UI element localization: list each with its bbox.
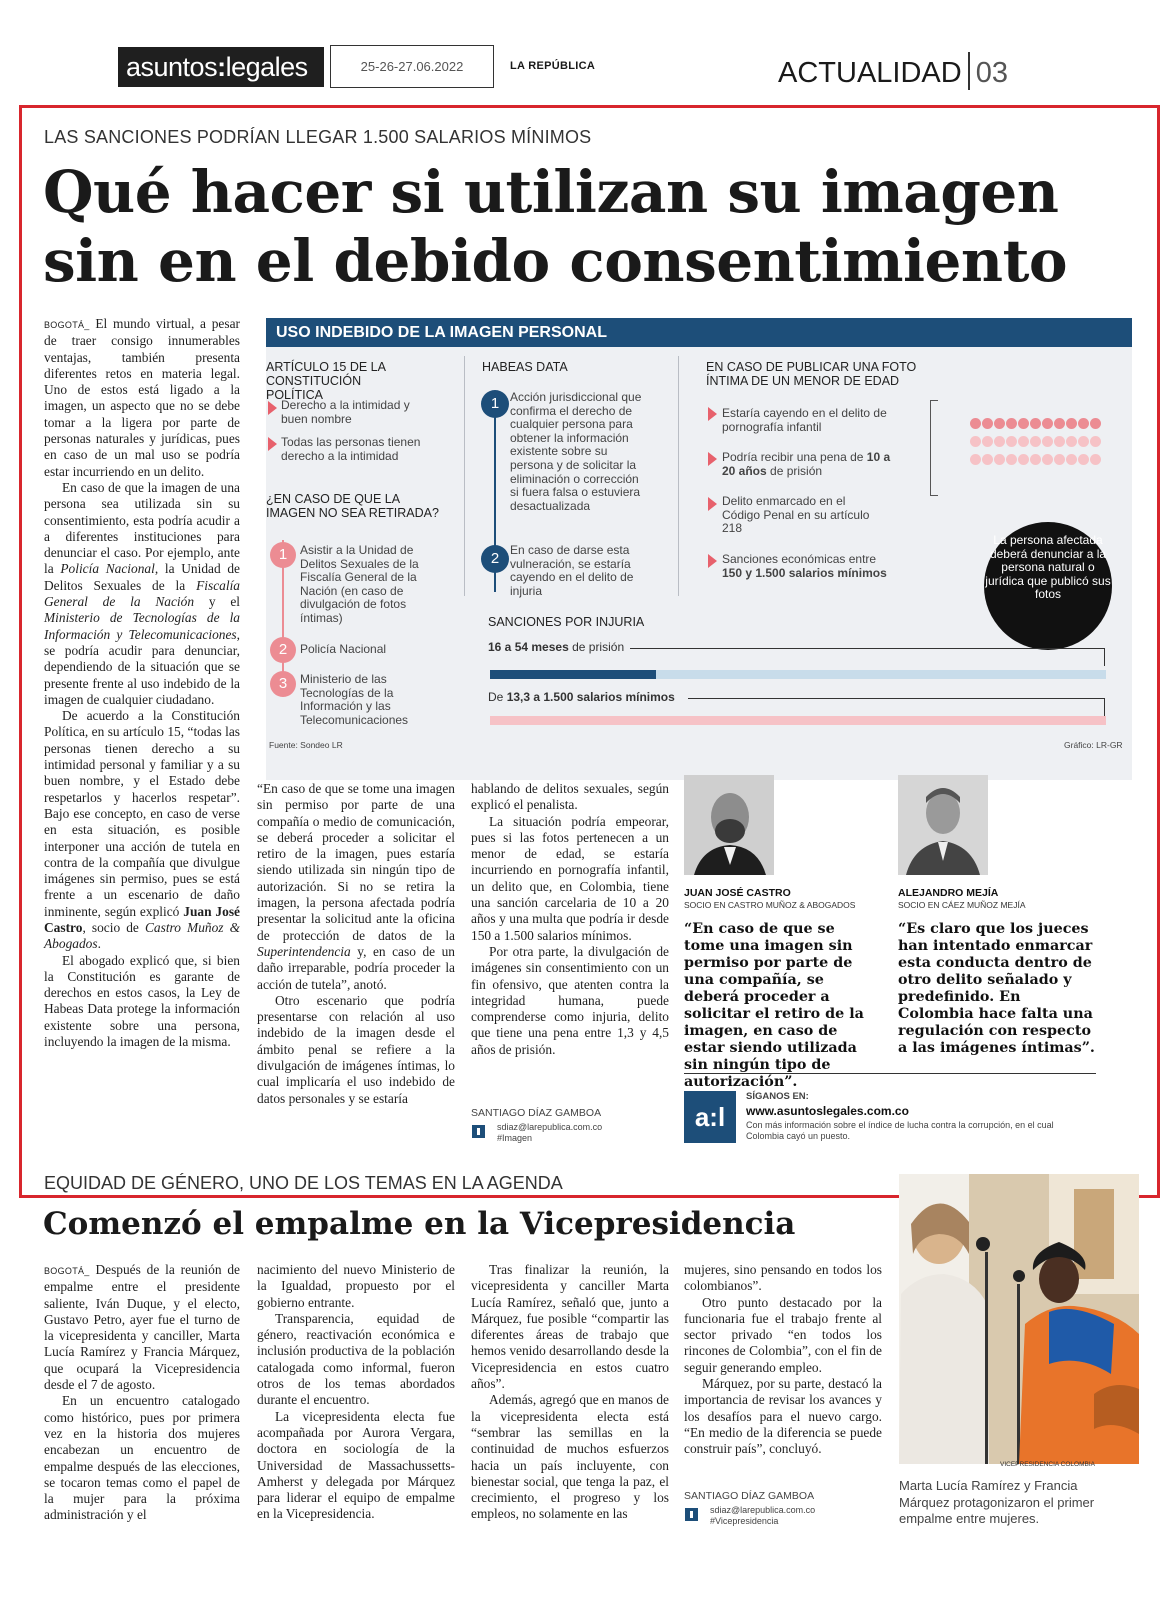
paragraph bbox=[44, 480, 240, 708]
institution-name: Policía Nacional bbox=[60, 561, 155, 577]
photo-credit: VICEPRESIDENCIA COLOMBIA bbox=[1000, 1461, 1095, 1468]
sanction-text: de prisión bbox=[568, 640, 625, 654]
paragraph-text: , socio de bbox=[82, 919, 145, 935]
paragraph-text: . bbox=[97, 936, 101, 952]
dateline: BOGOTÁ_ bbox=[44, 1266, 90, 1276]
paragraph bbox=[44, 708, 240, 952]
step-number: 3 bbox=[270, 671, 296, 697]
section-header bbox=[778, 52, 1008, 90]
article-column-2 bbox=[257, 1262, 455, 1523]
photo-caption: Marta Lucía Ramírez y Francia Márquez protagonizaron el primer empalme entre mujeres. bbox=[899, 1478, 1095, 1526]
portrait-juan-jose-castro bbox=[684, 775, 774, 875]
infographic-item bbox=[722, 451, 892, 478]
logo-separator: : bbox=[217, 52, 226, 82]
article-headline: Qué hacer si utilizan su imagen sin en el debido consentimiento bbox=[43, 158, 1068, 295]
brand-logo[interactable] bbox=[118, 47, 324, 87]
paragraph: En un encuentro catalogado como histórico, pues por primera vez en la historia dos mujeres encabezan un encuentro de empalme después de las elecciones, se tocaron temas como el papel de la mujer para la próxima administración y el bbox=[44, 1393, 240, 1523]
step-text: En caso de darse esta vulneración, se estaría cayendo en el delito de injuria bbox=[510, 543, 634, 598]
paragraph bbox=[44, 1262, 240, 1393]
step-number: 2 bbox=[270, 637, 296, 663]
item-text: Sanciones económicas entre bbox=[722, 552, 877, 566]
divider bbox=[684, 1073, 1096, 1074]
infographic-heading: ARTÍCULO 15 DE LA CONSTITUCIÓN POLÍTICA bbox=[266, 360, 386, 402]
infographic-heading: EN CASO DE PUBLICAR UNA FOTO ÍNTIMA DE UN MENOR DE EDAD bbox=[706, 360, 917, 388]
infographic-item: Estaría cayendo en el delito de pornografía infantil bbox=[722, 406, 887, 434]
author-byline: SANTIAGO DÍAZ GAMBOA bbox=[684, 1490, 815, 1502]
paragraph: Transparencia, equidad de género, reactivación económica e inclusión productiva de la población catalogada como informal, fueron otros de los temas abordados durante el encuentro. bbox=[257, 1310, 455, 1408]
paragraph: La situación podría empeorar, pues si las fotos pertenecen a un menor de edad, se estaría incurriendo en pornografía infantil, un delito que, en Colombia, tiene una sanción carcelaria de 10 a 20 años y una multa que podría ir desde 150 a 1.500 salarios mínimos. bbox=[471, 813, 669, 943]
bullet-triangle-icon bbox=[708, 497, 717, 511]
step-text: Acción jurisdiccional que confirma el derecho de cualquier persona para obtener la información existente sobre su persona y de solicitar la eliminación o corrección si fuera falsa o estuviera desactualizada bbox=[510, 390, 642, 513]
prison-sanction bbox=[488, 641, 624, 655]
section-name: ACTUALIDAD bbox=[778, 57, 962, 89]
article-kicker: EQUIDAD DE GÉNERO, UNO DE LOS TEMAS EN LA AGENDA bbox=[44, 1173, 563, 1193]
paragraph-text: y, en caso de un daño irreparable, podría proceder la acción de tutela”, anotó. bbox=[257, 943, 455, 992]
email-address[interactable]: sdiaz@larepublica.com.co bbox=[710, 1505, 816, 1515]
email-address[interactable]: sdiaz@larepublica.com.co bbox=[497, 1122, 603, 1132]
leader-line bbox=[630, 648, 1104, 649]
paragraph: Además, agregó que en manos de la vicepresidenta electa está “sembrar las semillas en la continuidad de muchos esfuerzos hacia un país incluyente, con bienestar social, que tenga la paz, el crecimiento, el progreso y los empleos, no solamente en las bbox=[471, 1392, 669, 1522]
news-photo bbox=[899, 1174, 1139, 1464]
paragraph-text: , se podría acudir para denunciar, dependiendo de la situación que se presente frente al uso indebido de la imagen de cualquier ciudadano. bbox=[44, 626, 240, 707]
step-text: Asistir a la Unidad de Delitos Sexuales de la Fiscalía General de la Nación (en caso de divulgación de fotos íntimas) bbox=[300, 543, 419, 625]
infographic-heading: ¿EN CASO DE QUE LA IMAGEN NO SEA RETIRADA? bbox=[266, 492, 439, 520]
paragraph: La vicepresidenta electa fue acompañada por Aurora Vergara, doctora en sociología de la Universidad de Massachussetts-Amherst y delegada por Márquez para liderar el equipo de empalme en la Vicepresidencia. bbox=[257, 1408, 455, 1522]
paragraph bbox=[257, 781, 455, 993]
quote-author-role: SOCIO EN CASTRO MUÑOZ & ABOGADOS bbox=[684, 900, 856, 910]
quote-author-role: SOCIO EN CÁEZ MUÑOZ MEJÍA bbox=[898, 900, 1026, 910]
institution-name: Superintendencia bbox=[257, 943, 351, 959]
bullet-triangle-icon bbox=[268, 437, 277, 451]
paragraph: Otro punto destacado por la funcionaria fue el trabajo frente al sector privado “en todos los rincones de Colombia”, con el fin de seguir generando empleo. bbox=[684, 1294, 882, 1375]
email-icon bbox=[472, 1125, 485, 1138]
paragraph-text: y el bbox=[194, 594, 240, 610]
step-number: 1 bbox=[481, 390, 509, 418]
follow-description: Con más información sobre el índice de lucha contra la corrupción, en el cual Colombia cayó un puesto. bbox=[746, 1120, 1054, 1141]
paragraph-text: , la Unidad de Delitos Sexuales de la bbox=[44, 561, 240, 593]
paragraph: El abogado explicó que, si bien la Constitución es garante de derechos en estos casos, la Ley de Habeas Data protege la información existente sobre una persona, incluyendo la imagen de la misma. bbox=[44, 952, 240, 1050]
dateline: BOGOTÁ_ bbox=[44, 320, 90, 330]
article-column-3 bbox=[471, 781, 669, 1058]
column-divider bbox=[464, 356, 465, 596]
paragraph-text: Después de la reunión de empalme entre el presidente saliente, Iván Duque, y el electo, Gustavo Petro, ayer fue el turno de la vicepresidenta y canciller, Marta Lucía Ramírez y Francia Márquez, que ocupará la Vicepresidencia desde el 7 de agosto. bbox=[44, 1262, 240, 1393]
issue-date: 25-26-27.06.2022 bbox=[330, 45, 494, 88]
victim-notice-circle: La persona afectada deberá denunciar a la persona natural o jurídica que publicó sus fotos bbox=[984, 522, 1112, 650]
newspaper-name: LA REPÚBLICA bbox=[510, 60, 596, 72]
step-number: 1 bbox=[270, 542, 296, 568]
sanctions-heading: SANCIONES POR INJURIA bbox=[488, 615, 645, 629]
infographic-heading: HABEAS DATA bbox=[482, 360, 568, 374]
item-highlight: 10 a 20 años bbox=[722, 450, 891, 478]
firm-name: Castro Muñoz & Abogados bbox=[44, 919, 241, 952]
paragraph: mujeres, sino pensando en todos los colombianos”. bbox=[684, 1262, 882, 1294]
page-number: 03 bbox=[975, 57, 1008, 89]
paragraph: hablando de delitos sexuales, según explicó el penalista. bbox=[471, 781, 669, 813]
step-text: Policía Nacional bbox=[300, 642, 387, 656]
item-text: de prisión bbox=[766, 463, 823, 478]
infographic-item: Todas las personas tienen derecho a la intimidad bbox=[281, 435, 421, 463]
infographic-credit: Gráfico: LR-GR bbox=[1064, 740, 1123, 750]
paragraph: Por otra parte, la divulgación de imágenes sin consentimiento con un fin ofensivo, que atenten contra la integridad humana, puede comprenderse como injuria, delito que tiene una pena entre 1,3 y 4,5 años de prisión. bbox=[471, 943, 669, 1057]
paragraph: Tras finalizar la reunión, la vicepresidenta y canciller Marta Lucía Ramírez, señaló que, junto a Márquez, fue posible “compartir las diferentes áreas de trabajo que hemos venido desarrollando desde la Vicepresidencia en estos cuatro años”. bbox=[471, 1262, 669, 1392]
article-kicker: LAS SANCIONES PODRÍAN LLEGAR 1.500 SALARIOS MÍNIMOS bbox=[44, 127, 592, 147]
author-email[interactable] bbox=[497, 1122, 602, 1144]
sanction-value: 16 a 54 meses bbox=[488, 640, 569, 654]
leader-line bbox=[688, 698, 1104, 699]
fine-sanction bbox=[488, 691, 675, 705]
article-column-1 bbox=[44, 316, 240, 1050]
infographic-item bbox=[722, 553, 887, 580]
bullet-triangle-icon bbox=[708, 407, 717, 421]
masthead bbox=[0, 0, 1174, 100]
website-link[interactable]: www.asuntoslegales.com.co bbox=[746, 1104, 909, 1118]
sanction-text: De bbox=[488, 690, 507, 704]
author-byline: SANTIAGO DÍAZ GAMBOA bbox=[471, 1107, 602, 1119]
article-column-4 bbox=[684, 1262, 882, 1458]
vicepresidents-photo bbox=[899, 1174, 1139, 1464]
paragraph-text: En caso de que la imagen de una persona sea utilizada sin su consentimiento, esta podría acudir a a diferentes instituciones para denunciar el caso. Por ejemplo, ante la bbox=[44, 479, 240, 577]
article-headline: Comenzó el empalme en la Vicepresidencia bbox=[43, 1206, 796, 1242]
fine-bar-track bbox=[490, 716, 1106, 725]
bracket-line bbox=[930, 400, 938, 496]
pull-quote: “En caso de que se tome una imagen sin permiso por parte de una compañía, se deberá proceder a solicitar el retiro de la imagen, en caso de estar siendo utilizada sin ningún tipo de autorización”. bbox=[684, 921, 864, 1090]
asuntos-legales-badge[interactable]: a:l bbox=[684, 1091, 736, 1143]
paragraph: Márquez, por su parte, destacó la importancia de revisar los avances y los desafíos para el nuevo cargo. “En medio de la diferencia se puede construir país”, concluyó. bbox=[684, 1376, 882, 1457]
bullet-triangle-icon bbox=[268, 401, 277, 415]
paragraph-text: El mundo virtual, a pesar de traer consigo innumerables ventajas, también presenta diferentes retos en materia legal. Uno de estos está ligado a la imagen, un aspecto que no se debe tomar a la ligera por parte de personas naturales y jurídicas, pues en caso de un mal uso se podría estar incurriendo en un delito. bbox=[44, 316, 240, 479]
follow-label: SÍGANOS EN: bbox=[746, 1091, 809, 1102]
pull-quote: “Es claro que los jueces han intentado enmarcar esta conducta dentro de otro delito señalado y predefinido. En Colombia hace falta una regulación con respecto a las imágenes íntimas”. bbox=[898, 921, 1095, 1056]
paragraph bbox=[44, 316, 240, 480]
item-highlight: 150 y 1.500 salarios mínimos bbox=[722, 565, 887, 580]
leader-line bbox=[1104, 698, 1105, 716]
person-name: Juan José Castro bbox=[44, 903, 240, 935]
portrait-photo bbox=[898, 775, 988, 875]
quote-author-name: ALEJANDRO MEJÍA bbox=[898, 887, 999, 899]
hashtag[interactable]: #Imagen bbox=[497, 1133, 533, 1143]
hashtag[interactable]: #Vicepresidencia bbox=[710, 1516, 779, 1526]
leader-line bbox=[1104, 648, 1105, 666]
dots-pictogram bbox=[970, 418, 1110, 472]
item-text: Podría recibir una pena de bbox=[722, 450, 864, 464]
column-divider bbox=[678, 356, 679, 596]
section-divider bbox=[968, 52, 970, 90]
quote-author-name: JUAN JOSÉ CASTRO bbox=[684, 887, 791, 899]
article-column-1 bbox=[44, 1262, 240, 1524]
paragraph-text: “En caso de que se tome una imagen sin permiso por parte de una compañía o medio de comunicación, se deberá proceder a solicitar el retiro de la imagen, pues estaría siendo utilizada sin ningún tipo de autorización. Si no se retira la imagen, la persona afectada podría presentar la solicitud ante la oficina de protección de datos de la bbox=[257, 781, 455, 943]
infographic-item: Delito enmarcado en el Código Penal en su artículo 218 bbox=[722, 494, 870, 536]
paragraph: Otro escenario que podría presentarse con relación al uso indebido de la imagen desde el ámbito penal se refiere a la divulgación de imágenes íntimas, lo cual implicaría el uso indebido de datos personales y se estaría bbox=[257, 992, 455, 1106]
paragraph-text: De acuerdo a la Constitución Política, en su artículo 15, “todas las personas tienen derecho a su intimidad personal y familiar y a su buen nombre, y el Estado debe respetarlos y hacerlos respetar”. Bajo ese concepto, en caso de verse en esta situación, es posible interponer una acción de tutela en contra de la compañía que divulgue imágenes sin permiso, pues se está frente a un escenario de daño inminente, según explicó bbox=[44, 708, 240, 919]
article-column-3 bbox=[471, 1262, 669, 1523]
paragraph: nacimiento del nuevo Ministerio de la Igualdad, propuesto por el gobierno entrante. bbox=[257, 1262, 455, 1310]
institution-name: Fiscalía General de la Nación bbox=[44, 577, 240, 610]
infographic-source: Fuente: Sondeo LR bbox=[269, 740, 343, 750]
step-text: Ministerio de las Tecnologías de la Información y las Telecomunicaciones bbox=[300, 672, 409, 727]
portrait-photo bbox=[684, 775, 774, 875]
logo-left: asuntos bbox=[126, 52, 218, 82]
infographic-item: Derecho a la intimidad y buen nombre bbox=[281, 398, 410, 426]
step-number: 2 bbox=[481, 545, 509, 573]
sanction-value: 13,3 a 1.500 salarios mínimos bbox=[506, 690, 675, 704]
institution-name: Ministerio de Tecnologías de la Información y Telecomunicaciones bbox=[44, 610, 240, 642]
author-email[interactable] bbox=[710, 1505, 815, 1527]
bullet-triangle-icon bbox=[708, 452, 717, 466]
infographic bbox=[266, 318, 1132, 780]
prison-bar-fill bbox=[490, 670, 656, 679]
portrait-alejandro-mejia bbox=[898, 775, 988, 875]
logo-right: legales bbox=[225, 52, 308, 82]
bullet-triangle-icon bbox=[708, 554, 717, 568]
email-icon bbox=[685, 1508, 698, 1521]
infographic-title: USO INDEBIDO DE LA IMAGEN PERSONAL bbox=[266, 318, 1132, 347]
article-column-2 bbox=[257, 781, 455, 1107]
